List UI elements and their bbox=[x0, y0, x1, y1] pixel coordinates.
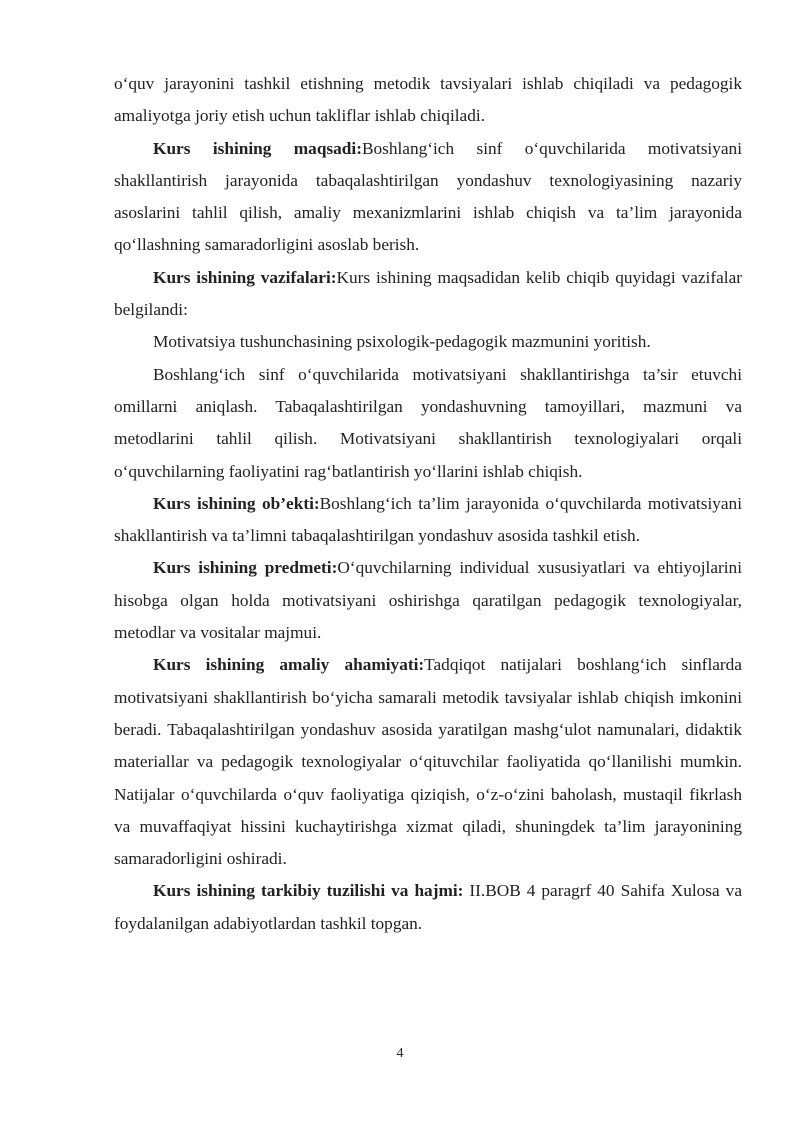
page-number: 4 bbox=[396, 1046, 404, 1061]
paragraph-tasks bbox=[114, 262, 742, 327]
paragraph-object bbox=[114, 488, 742, 553]
paragraph-aim bbox=[114, 133, 742, 262]
paragraph-text: O‘quvchilarning individual xususiyatlari va ehtiyojlarini hisobga olgan holda motivatsiyani oshirishga qaratilgan pedagogik texnologiyalar, metodlar va vositalar majmui. bbox=[114, 558, 742, 643]
section-heading: Kurs ishining amaliy ahamiyati: bbox=[153, 655, 425, 675]
section-heading: Kurs ishining ob’ekti: bbox=[153, 493, 320, 513]
section-heading: Kurs ishining vazifalari: bbox=[153, 267, 337, 287]
paragraph-text: Tadqiqot natijalari boshlang‘ich sinflarda motivatsiyani shakllantirish bo‘yicha samarali metodik tavsiyalar ishlab chiqish imkonini beradi. Tabaqalashtirilgan yondashuv asosida yaratilgan mashg‘ulot namunalari, didaktik materiallar va pedagogik texnologiyalar o‘qituvchilar faoliyatida qo‘llanilishi mumkin. Natijalar o‘quvchilarda o‘quv faoliyatiga qiziqish, o‘z-o‘zini baholash, mustaqil fikrlash va muvaffaqiyat hissini kuchaytirishga xizmat qiladi, shuningdek ta’lim jarayonining samaradorligini oshiradi. bbox=[114, 655, 742, 869]
section-heading: Kurs ishining tarkibiy tuzilishi va hajmi: bbox=[153, 881, 464, 901]
paragraph-text: Kurs ishining maqsadidan kelib chiqib quyidagi vazifalar belgilandi: bbox=[114, 267, 742, 320]
paragraph-text: Motivatsiya tushunchasining psixologik-pedagogik mazmunini yoritish. bbox=[153, 332, 651, 352]
section-heading: Kurs ishining maqsadi: bbox=[153, 138, 362, 158]
paragraph-text: o‘quv jarayonini tashkil etishning metodik tavsiyalari ishlab chiqiladi va pedagogik amaliyotga joriy etish uchun takliflar ishlab chiqiladi. bbox=[114, 74, 742, 126]
paragraph-subject bbox=[114, 552, 742, 649]
paragraph-task-1 bbox=[114, 326, 742, 358]
paragraph-text: Boshlang‘ich ta’lim jarayonida o‘quvchilarda motivatsiyani shakllantirish va ta’limni tabaqalashtirilgan yondashuv asosida tashkil etish. bbox=[114, 493, 742, 546]
paragraph-structure bbox=[114, 875, 742, 940]
paragraph-task-2 bbox=[114, 359, 742, 488]
section-heading: Kurs ishining predmeti: bbox=[153, 558, 338, 578]
paragraph-text: Boshlang‘ich sinf o‘quvchilarida motivatsiyani shakllantirish jarayonida tabaqalashtirilgan yondashuv texnologiyasining nazariy asoslarini tahlil qilish, amaliy mexanizmlarini ishlab chiqish va ta’lim jarayonida qo‘llashning samaradorligini asoslab berish. bbox=[114, 138, 742, 255]
document-page bbox=[114, 68, 742, 940]
paragraph-text: Boshlang‘ich sinf o‘quvchilarida motivatsiyani shakllantirishga ta’sir etuvchi omillarni aniqlash. Tabaqalashtirilgan yondashuvning tamoyillari, mazmuni va metodlarini tahlil qilish. Motivatsiyani shakllantirish texnologiyalari orqali o‘quvchilarning faoliyatini rag‘batlantirish yo‘llarini ishlab chiqish. bbox=[114, 364, 742, 481]
paragraph-intro-continuation bbox=[114, 68, 742, 133]
paragraph-practical-significance bbox=[114, 649, 742, 875]
paragraph-text: II.BOB 4 paragrf 40 Sahifa Xulosa va foydalanilgan adabiyotlardan tashkil topgan. bbox=[114, 881, 742, 933]
